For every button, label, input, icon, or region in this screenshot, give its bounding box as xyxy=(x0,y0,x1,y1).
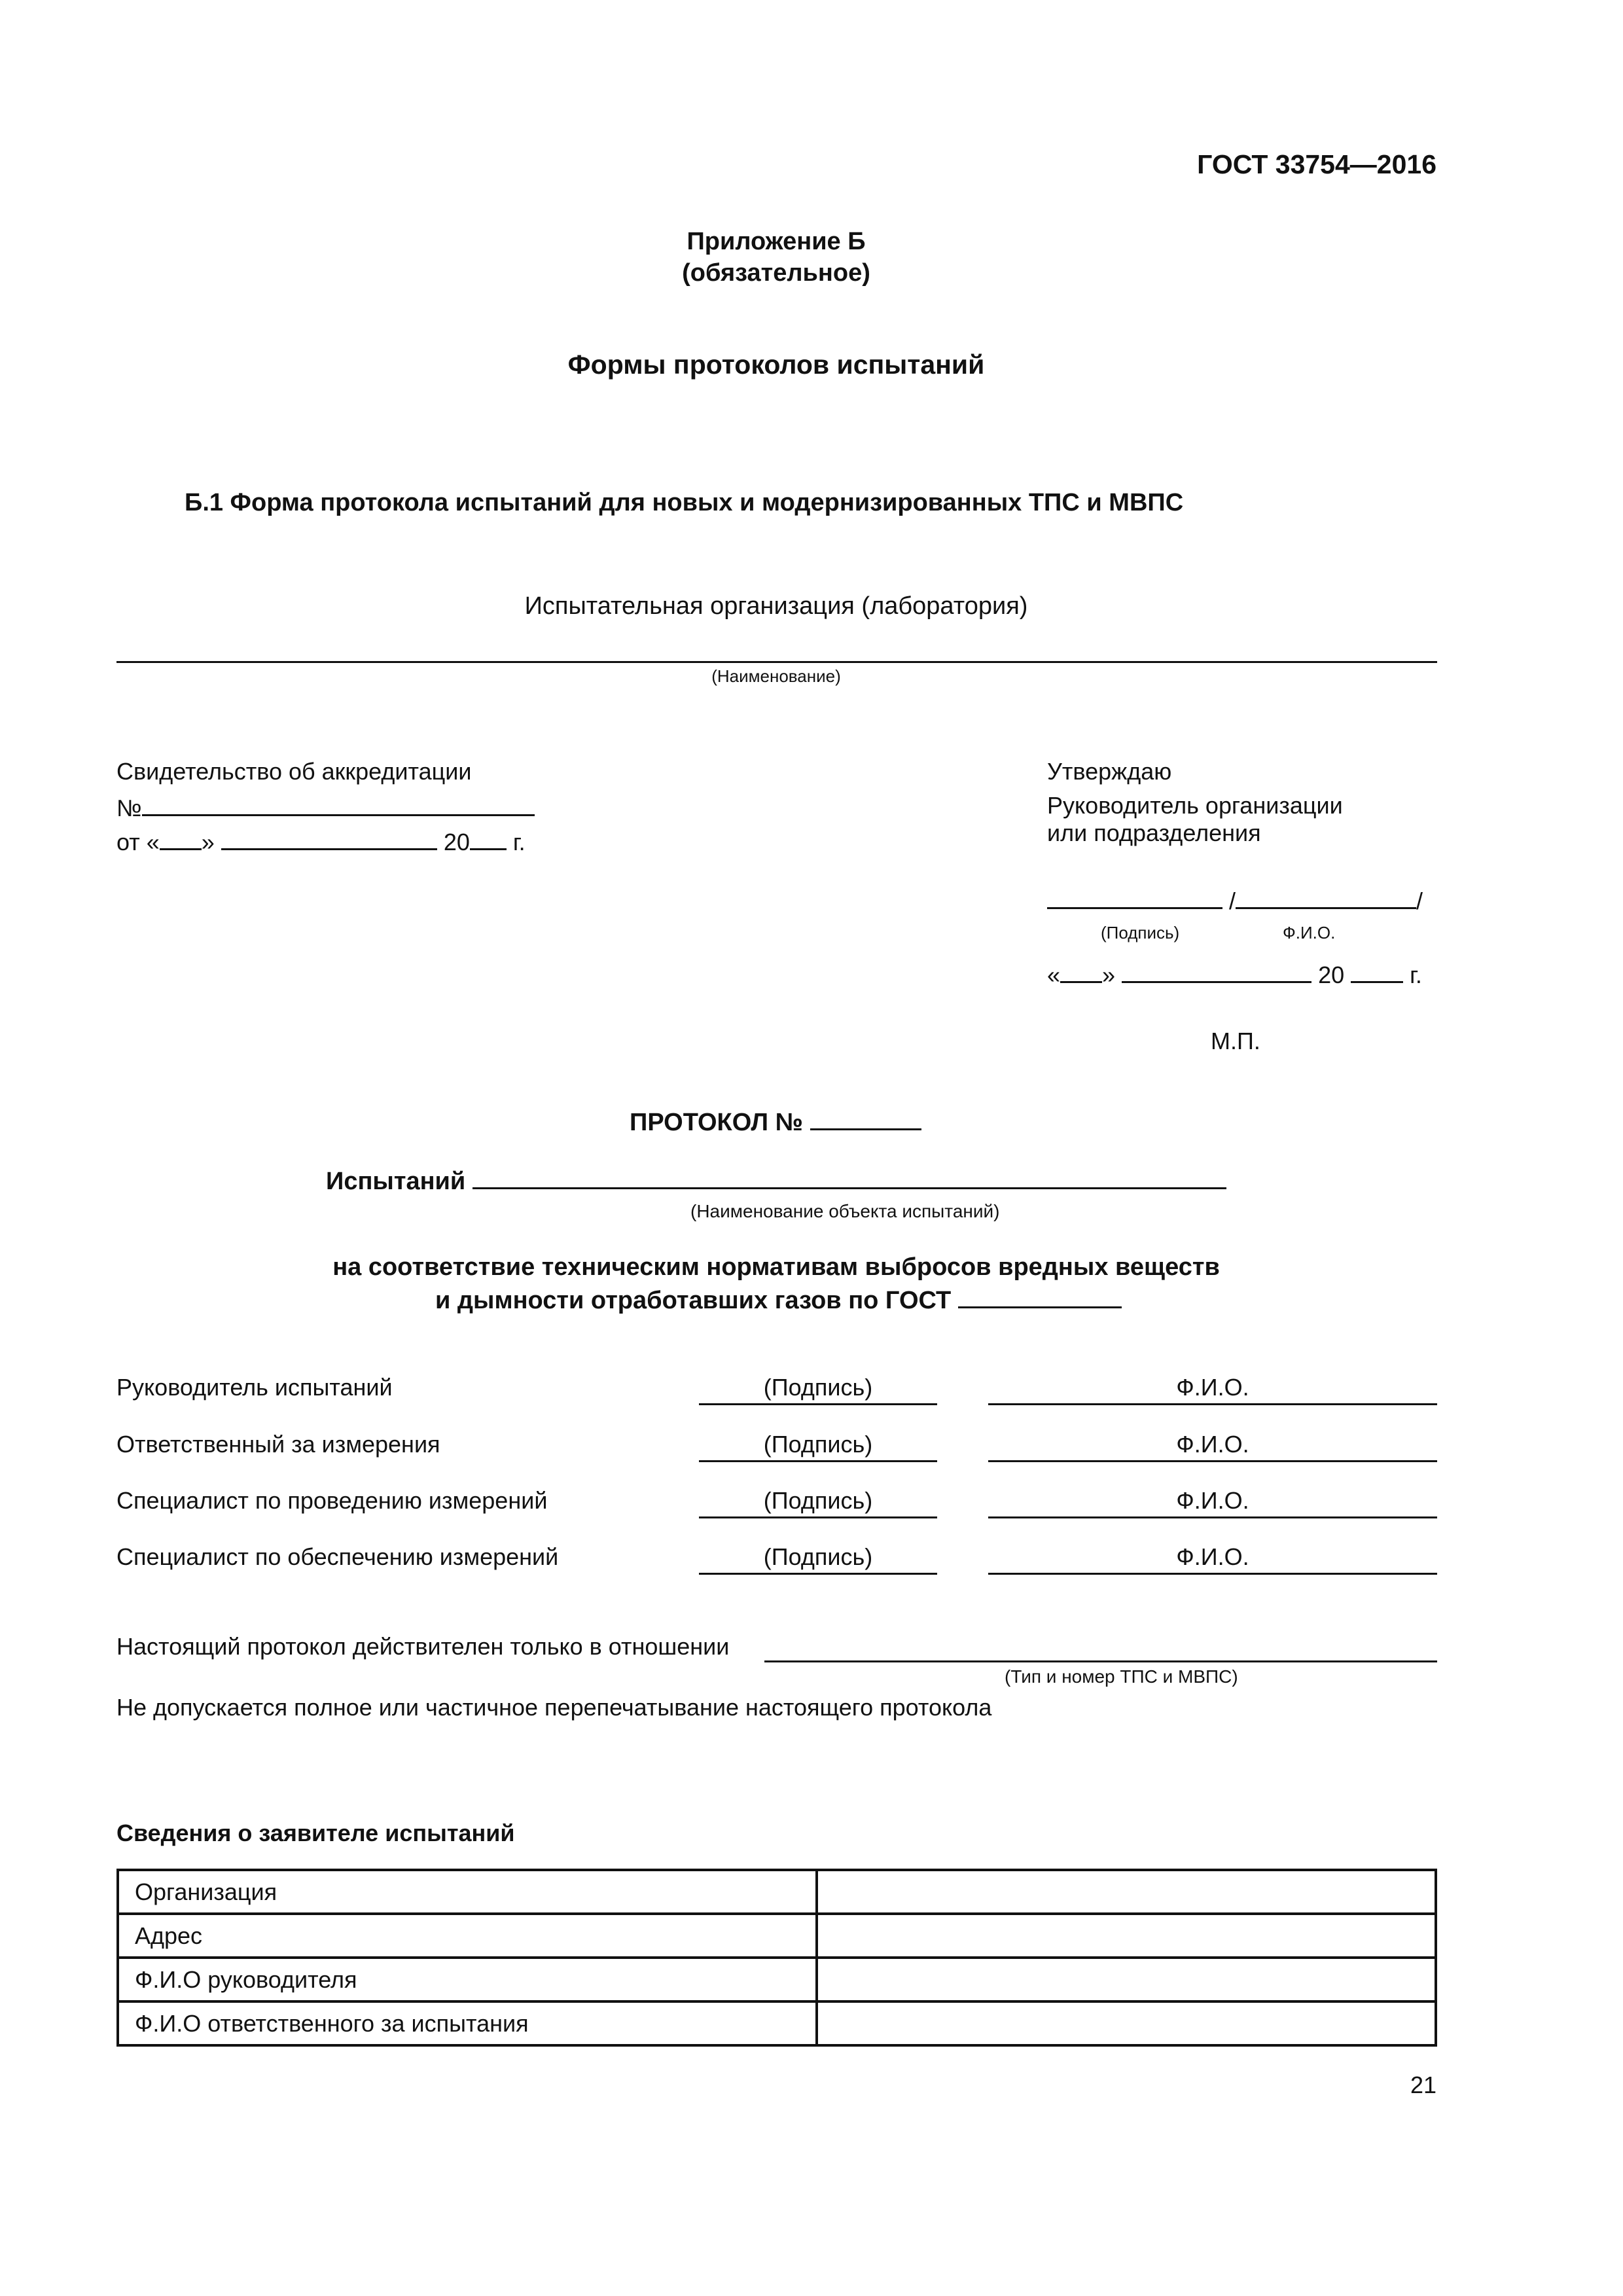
section-title: Формы протоколов испытаний xyxy=(567,350,985,380)
appendix-title: Приложение Б xyxy=(687,228,866,255)
approval-fio-field[interactable] xyxy=(1236,885,1416,909)
accreditation-number xyxy=(116,792,535,822)
table-row xyxy=(118,1958,1436,2001)
approval-label: Утверждаю xyxy=(1047,758,1172,785)
approval-fio-caption: Ф.И.О. xyxy=(1283,923,1336,942)
approval-day-field[interactable] xyxy=(1060,959,1102,983)
standard-number: ГОСТ 33754—2016 xyxy=(1197,149,1436,179)
approval-signature-caption: (Подпись) xyxy=(1101,923,1180,942)
signatory-role: Специалист по проведению измерений xyxy=(116,1487,548,1514)
signatory-fio-line[interactable] xyxy=(988,1403,1437,1405)
signatory-sign-line[interactable] xyxy=(699,1403,937,1405)
applicant-field-label: Адрес xyxy=(118,1914,817,1958)
tests-row: Испытаний xyxy=(326,1165,1226,1196)
applicant-table xyxy=(116,1869,1437,2047)
signatory-fio-line[interactable] xyxy=(988,1516,1437,1518)
signatory-fio: Ф.И.О. xyxy=(1176,1431,1249,1458)
purpose-line-2: и дымности отработавших газов по ГОСТ xyxy=(435,1284,1122,1315)
signatory-role: Руководитель испытаний xyxy=(116,1374,393,1401)
signatory-sign: (Подпись) xyxy=(763,1431,873,1458)
signatory-sign-line[interactable] xyxy=(699,1573,937,1575)
signatory-sign-line[interactable] xyxy=(699,1516,937,1518)
accreditation-date: от « » 20 г. xyxy=(116,826,526,856)
number-sign: № xyxy=(116,795,142,821)
accreditation-label: Свидетельство об аккредитации xyxy=(116,758,472,785)
table-row xyxy=(118,2001,1436,2045)
gost-number-field[interactable] xyxy=(958,1284,1122,1308)
accreditation-year-field[interactable] xyxy=(470,826,507,850)
test-object-caption: (Наименование объекта испытаний) xyxy=(690,1201,1000,1221)
stamp-place: М.П. xyxy=(1211,1028,1260,1054)
protocol-title: ПРОТОКОЛ № xyxy=(630,1106,921,1137)
applicant-field-label: Ф.И.О ответственного за испытания xyxy=(118,2001,817,2045)
reprint-notice: Не допускается полное или частичное перепечатывание настоящего протокола xyxy=(116,1694,992,1721)
protocol-number-field[interactable] xyxy=(810,1106,921,1130)
appendix-status: (обязательное) xyxy=(682,259,870,287)
signatory-role: Ответственный за измерения xyxy=(116,1431,440,1458)
applicant-field-value[interactable] xyxy=(817,1914,1436,1958)
applicant-field-value[interactable] xyxy=(817,1870,1436,1914)
approval-month-field[interactable] xyxy=(1122,959,1311,983)
org-name-caption: (Наименование) xyxy=(711,666,841,686)
approval-position-1: Руководитель организации xyxy=(1047,792,1343,819)
test-object-field[interactable] xyxy=(473,1165,1226,1189)
page-number: 21 xyxy=(1410,2072,1436,2098)
accreditation-month-field[interactable] xyxy=(221,826,437,850)
approval-signature-field[interactable] xyxy=(1047,885,1222,909)
signatory-role: Специалист по обеспечению измерений xyxy=(116,1543,559,1570)
applicant-field-label: Ф.И.О руководителя xyxy=(118,1958,817,2001)
accreditation-number-field[interactable] xyxy=(142,792,535,816)
org-name-line[interactable] xyxy=(116,661,1437,663)
table-row xyxy=(118,1914,1436,1958)
applicant-field-value[interactable] xyxy=(817,2001,1436,2045)
applicant-title: Сведения о заявителе испытаний xyxy=(116,1820,515,1846)
signatory-fio: Ф.И.О. xyxy=(1176,1374,1249,1401)
signatory-fio-line[interactable] xyxy=(988,1460,1437,1462)
approval-signature-row: / / xyxy=(1047,885,1423,915)
purpose-line-1: на соответствие техническим нормативам выбросов вредных веществ xyxy=(332,1253,1220,1281)
subsection-title: Б.1 Форма протокола испытаний для новых и модернизированных ТПС и МВПС xyxy=(185,489,1184,516)
approval-year-field[interactable] xyxy=(1351,959,1403,983)
signatory-fio: Ф.И.О. xyxy=(1176,1487,1249,1514)
approval-date: « » 20 г. xyxy=(1047,959,1422,989)
applicant-field-value[interactable] xyxy=(817,1958,1436,2001)
signatory-sign-line[interactable] xyxy=(699,1460,937,1462)
signatory-fio-line[interactable] xyxy=(988,1573,1437,1575)
applicant-field-label: Организация xyxy=(118,1870,817,1914)
vehicle-type-line[interactable] xyxy=(764,1660,1437,1662)
accreditation-day-field[interactable] xyxy=(160,826,202,850)
validity-text: Настоящий протокол действителен только в отношении xyxy=(116,1633,730,1660)
signatory-sign: (Подпись) xyxy=(763,1543,873,1570)
table-row xyxy=(118,1870,1436,1914)
signatory-sign: (Подпись) xyxy=(763,1487,873,1514)
vehicle-type-caption: (Тип и номер ТПС и МВПС) xyxy=(1005,1666,1238,1687)
approval-position-2: или подразделения xyxy=(1047,819,1261,846)
org-label: Испытательная организация (лаборатория) xyxy=(524,592,1028,620)
signatory-sign: (Подпись) xyxy=(763,1374,873,1401)
signatory-fio: Ф.И.О. xyxy=(1176,1543,1249,1570)
